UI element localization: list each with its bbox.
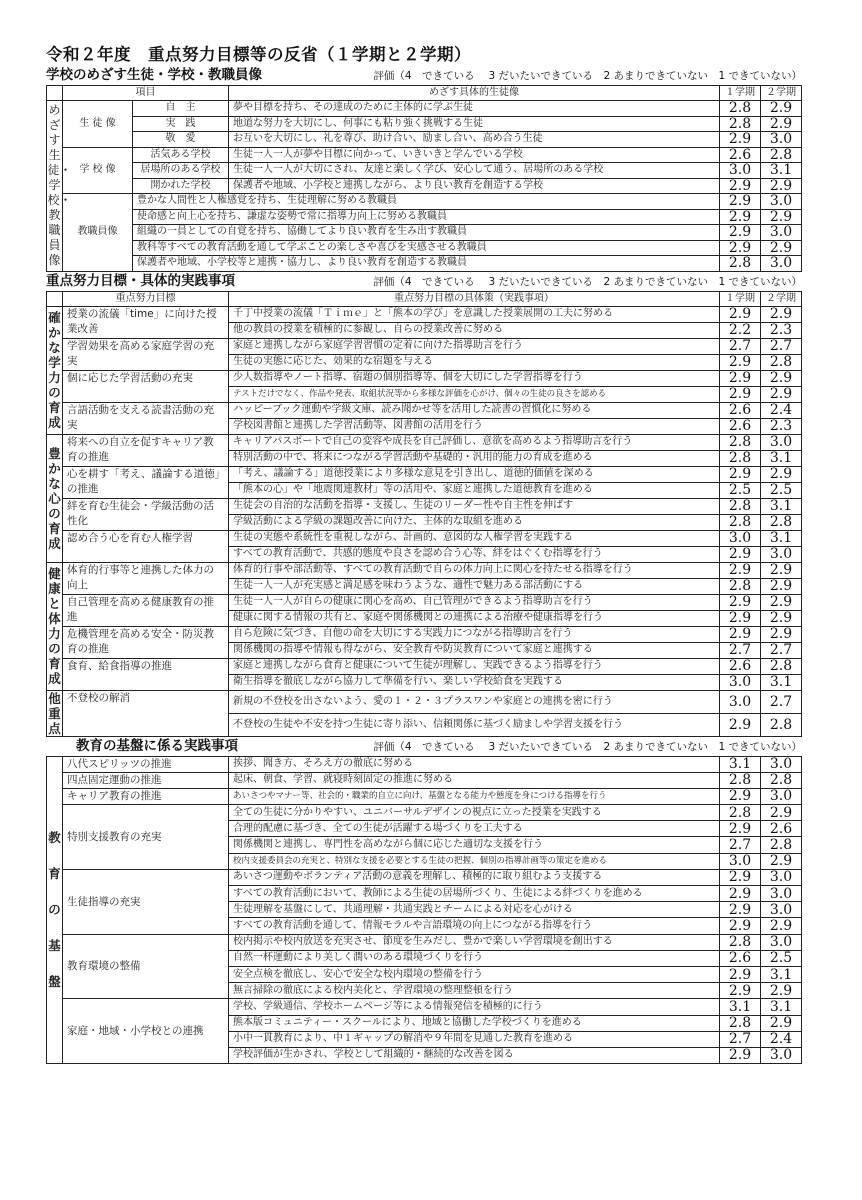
header-blank (47, 291, 63, 306)
description: 保護者や地域、小学校と連携しながら、より良い教育を創造する学校 (229, 178, 720, 194)
term2-score: 2.4 (761, 402, 802, 418)
term2-score: 3.0 (761, 1047, 802, 1063)
header-goal: 重点努力目標 (63, 291, 229, 306)
rating-legend: 評価（4 できている 3 だいたいできている 2 あまりできていない 1 できていない） (373, 740, 802, 753)
category-label-text: 他重点 (48, 690, 61, 736)
term1-score: 2.8 (720, 450, 761, 466)
sub-item: 居場所のある学校 (133, 163, 229, 179)
table-row (47, 626, 802, 642)
measure: 学校図書館と連携した学習活動等、図書館の活用を行う (229, 418, 720, 434)
table-row (47, 116, 802, 132)
header-term2: ２学期 (761, 291, 802, 306)
page-title: 令和２年度 重点努力目標等の反省（１学期と２学期） (46, 45, 471, 64)
category-label (47, 562, 63, 690)
term2-score: 2.7 (761, 338, 802, 354)
measure: 熊本版コミュニティー・スクールにより、地域と協働した学校づくりを進める (229, 1015, 720, 1031)
sub-item: 活気ある学校 (133, 147, 229, 163)
header-term1: １学期 (720, 86, 761, 101)
term2-score: 2.3 (761, 418, 802, 434)
term1-score: 2.6 (720, 402, 761, 418)
table-row (47, 530, 802, 546)
description: 使命感と向上心を持ち、謙虚な姿勢で常に指導力向上に努める教職員 (133, 209, 720, 225)
description: 生徒一人一人が夢や目標に向かって、いきいきと学んでいる学校 (229, 147, 720, 163)
measure: すべての教育活動で、共感的態度や良さを認め合う心等、絆をはぐくむ指導を行う (229, 546, 720, 562)
term2-score: 3.0 (761, 132, 802, 148)
goal-label: 個に応じた学習活動の充実 (63, 370, 229, 402)
term2-score: 3.1 (761, 163, 802, 179)
measure: 生徒一人一人が自らの健康に関心を高め、自己管理ができるよう指導助言を行う (229, 594, 720, 610)
term1-score: 2.9 (720, 386, 761, 402)
term2-score: 2.9 (761, 853, 802, 869)
term2-score: 2.8 (761, 772, 802, 788)
section1-header (46, 66, 802, 85)
term2-score: 3.1 (761, 966, 802, 982)
goal-label: 教育環境の整備 (63, 934, 229, 999)
term2-score: 2.8 (761, 514, 802, 530)
category-label-text: 確かな学力の育成 (48, 310, 61, 430)
term1-score: 2.9 (720, 225, 761, 241)
table-row (47, 690, 802, 713)
term1-score: 2.9 (720, 918, 761, 934)
term1-score: 2.8 (720, 101, 761, 117)
term2-score: 3.0 (761, 256, 802, 272)
goal-label: 学習効果を高める家庭学習の充実 (63, 338, 229, 370)
measure: 少人数指導やノート指導、宿題の個別指導等、個を大切にした学習指導を行う (229, 370, 720, 386)
table-row (47, 101, 802, 117)
table-row (47, 434, 802, 450)
section3-table (46, 756, 802, 1065)
group-label: 教職員像 (63, 194, 133, 272)
header-desc: 重点努力目標の具体策（実践事項） (229, 291, 720, 306)
measure: 関係機関と連携し、専門性を高めながら個に応じた適切な支援を行う (229, 837, 720, 853)
term2-score: 2.5 (761, 950, 802, 966)
term1-score: 3.1 (720, 999, 761, 1015)
table-row (47, 338, 802, 354)
measure: テストだけでなく、作品や発表、取組状況等から多様な評価を心がけ、個々の生徒の良さを認める (229, 386, 720, 402)
term2-score: 3.0 (761, 546, 802, 562)
term2-score: 2.8 (761, 354, 802, 370)
term1-score: 3.0 (720, 853, 761, 869)
term2-score: 2.7 (761, 642, 802, 658)
term1-score: 2.9 (720, 966, 761, 982)
term1-score: 2.9 (720, 713, 761, 736)
term1-score: 2.8 (720, 498, 761, 514)
term2-score: 2.9 (761, 594, 802, 610)
term1-score: 2.9 (720, 1047, 761, 1063)
rating-legend: 評価（4 できている 3 だいたいできている 2 あまりできていない 1 できていない） (373, 275, 802, 288)
term2-score: 3.0 (761, 902, 802, 918)
measure: あいさつ運動やボランティア活動の意義を理解し、積極的に取り組むよう支援する (229, 869, 720, 885)
category-label-text: 健康と体力の育成 (48, 566, 61, 686)
header-desc: めざす具体的生徒像 (229, 86, 720, 101)
measure: 不登校の生徒や不安を持つ生徒に寄り添い、信頼関係に基づく励ましや学習支援を行う (229, 713, 720, 736)
goal-label: 授業の流儀「time」に向けた授業改善 (63, 306, 229, 338)
measure: 生徒理解を基盤にして、共通理解・共通実践とチームによる対応を心がける (229, 902, 720, 918)
measure: 特別活動の中で、将来につながる学習活動や基礎的・汎用的能力の育成を進める (229, 450, 720, 466)
section3-header (46, 737, 802, 756)
term2-score: 3.1 (761, 999, 802, 1015)
goal-label: 心を耕す「考え、議論する道徳」の推進 (63, 466, 229, 498)
table-row (47, 306, 802, 322)
goal-label: キャリア教育の推進 (63, 788, 229, 804)
term1-score: 2.7 (720, 1031, 761, 1047)
measure: 学校評価が生かされ、学校として組織的・継続的な改善を図る (229, 1047, 720, 1063)
header-item: 項目 (63, 86, 229, 101)
description: お互いを大切にし、礼を尊び、助け合い、励まし合い、高め合う生徒 (229, 132, 720, 148)
term2-score: 3.1 (761, 498, 802, 514)
sub-item: 自 主 (133, 101, 229, 117)
section1-table (46, 85, 802, 272)
term1-score: 2.8 (720, 772, 761, 788)
goal-label: 八代スピリッツの推進 (63, 756, 229, 772)
term2-score: 3.0 (761, 756, 802, 772)
term2-score: 2.9 (761, 918, 802, 934)
table-row (47, 805, 802, 821)
term1-score: 2.9 (720, 821, 761, 837)
term2-score: 2.9 (761, 370, 802, 386)
category-label (47, 306, 63, 434)
term2-score: 2.9 (761, 610, 802, 626)
group-label: 生 徒 像 (63, 101, 133, 148)
category-label-text: 教育の基盤 (48, 829, 61, 989)
section2-heading: 重点努力目標・具体的実践事項 (46, 272, 235, 289)
table-row (47, 772, 802, 788)
term2-score: 2.7 (761, 690, 802, 713)
measure: 衛生指導を徹底しながら協力して準備を行い、楽しい学校給食を実践する (229, 674, 720, 690)
measure: 「考え、議論する」道徳授業により多様な意見を引き出し、道徳的価値を深める (229, 466, 720, 482)
measure: 千丁中授業の流儀「Ｔｉｍｅ」と「熊本の学び」を意識した授業展開の工夫に努める (229, 306, 720, 322)
rating-legend: 評価（4 できている 3 だいたいできている 2 あまりできていない 1 できていない） (373, 70, 802, 82)
measure: 生徒の実態や系統性を重視しながら、計画的、意図的な人権学習を実践する (229, 530, 720, 546)
term2-score: 2.8 (761, 837, 802, 853)
table-row (47, 256, 802, 272)
measure: 自然一杯運動により美しく潤いのある環境づくりを行う (229, 950, 720, 966)
term2-score: 2.5 (761, 482, 802, 498)
term2-score: 2.9 (761, 983, 802, 999)
table-row (47, 194, 802, 210)
measure: 生徒会の自治的な活動を指導・支援し、生徒のリーダー性や自主性を伸ばす (229, 498, 720, 514)
term1-score: 2.9 (720, 902, 761, 918)
goal-label: 不登校の解消 (63, 690, 229, 736)
table-row (47, 466, 802, 482)
table-row (47, 756, 802, 772)
table-row (47, 240, 802, 256)
goal-label: 認め合う心を育む人権学習 (63, 530, 229, 562)
table-row (47, 370, 802, 386)
measure: あいさつやマナー等、社会的・職業的自立に向け、基盤となる能力や態度を身につける指導を行う (229, 788, 720, 804)
table-row (47, 869, 802, 885)
goal-label: 家庭・地域・小学校との連携 (63, 999, 229, 1064)
term1-score: 2.9 (720, 869, 761, 885)
goal-label: 絆を育む生徒会・学級活動の活性化 (63, 498, 229, 530)
term2-score: 2.8 (761, 658, 802, 674)
measure: 挨拶、聞き方、そろえ方の徹底に努める (229, 756, 720, 772)
term2-score: 2.9 (761, 240, 802, 256)
term2-score: 3.0 (761, 194, 802, 210)
term2-score: 2.9 (761, 466, 802, 482)
table-row (47, 209, 802, 225)
category-label-text: めざす生徒・学校・教職員像 (47, 103, 72, 268)
sub-item: 開かれた学校 (133, 178, 229, 194)
term1-score: 2.9 (720, 788, 761, 804)
table-row (47, 402, 802, 418)
measure: 校内支援委員会の充実と、特別な支援を必要とする生徒の把握、個別の指導計画等の策定を進める (229, 853, 720, 869)
measure: 他の教員の授業を積極的に参観し、自らの授業改善に努める (229, 322, 720, 338)
description: 保護者や地域、小学校等と連携・協力し、より良い教育を創造する教職員 (133, 256, 720, 272)
measure: 家庭と連携しながら食育と健康について生徒が理解し、実践できるよう指導を行う (229, 658, 720, 674)
term1-score: 3.0 (720, 530, 761, 546)
term1-score: 2.7 (720, 642, 761, 658)
term1-score: 2.9 (720, 562, 761, 578)
term2-score: 3.0 (761, 869, 802, 885)
term1-score: 2.9 (720, 354, 761, 370)
term1-score: 3.0 (720, 690, 761, 713)
measure: 生徒の実態に応じた、効果的な宿題を与える (229, 354, 720, 370)
term1-score: 2.9 (720, 132, 761, 148)
measure: 安全点検を徹底し、安心で安全な校内環境の整備を行う (229, 966, 720, 982)
term2-score: 2.9 (761, 562, 802, 578)
term1-score: 2.9 (720, 370, 761, 386)
table-row (47, 163, 802, 179)
measure: 関係機関の指導や情報も得ながら、安全教育や防災教育について家庭と連携する (229, 642, 720, 658)
term2-score: 2.3 (761, 322, 802, 338)
term1-score: 3.1 (720, 756, 761, 772)
header-term1: １学期 (720, 291, 761, 306)
measure: 自ら危険に気づき、自他の命を大切にする実践力につながる指導助言を行う (229, 626, 720, 642)
goal-label: 四点固定運動の推進 (63, 772, 229, 788)
section3-heading: 教育の基盤に係る実践事項 (76, 737, 238, 754)
term1-score: 3.0 (720, 163, 761, 179)
measure: すべての教育活動において、教師による生徒の居場所づくり、生徒による絆づくりを進める (229, 886, 720, 902)
term1-score: 2.7 (720, 338, 761, 354)
term2-score: 2.9 (761, 386, 802, 402)
term2-score: 2.9 (761, 178, 802, 194)
term1-score: 2.9 (720, 178, 761, 194)
description: 夢や目標を持ち、その達成のために主体的に学ぶ生徒 (229, 101, 720, 117)
term2-score: 3.1 (761, 450, 802, 466)
term2-score: 3.0 (761, 934, 802, 950)
description: 豊かな人間性と人権感覚を持ち、生徒理解に努める教職員 (133, 194, 720, 210)
goal-label: 体育的行事等と連携した体力の向上 (63, 562, 229, 594)
term2-score: 2.9 (761, 116, 802, 132)
table-row (47, 658, 802, 674)
measure: 校内掲示や校内放送を充実させ、節度を生みだし、豊かで楽しい学習環境を創出する (229, 934, 720, 950)
term1-score: 2.8 (720, 578, 761, 594)
description: 生徒一人一人が大切にされ、友達と楽しく学び、安心して通う、居場所のある学校 (229, 163, 720, 179)
term1-score: 2.6 (720, 147, 761, 163)
term2-score: 3.1 (761, 674, 802, 690)
term1-score: 2.8 (720, 805, 761, 821)
description: 組織の一員としての自覚を持ち、協働してより良い教育を生み出す教職員 (133, 225, 720, 241)
term1-score: 2.8 (720, 256, 761, 272)
table-row (47, 147, 802, 163)
measure: すべての教育活動を通して、情報モラルや言語環境の向上につながる指導を行う (229, 918, 720, 934)
term2-score: 2.9 (761, 626, 802, 642)
category-label (47, 690, 63, 736)
table-row (47, 562, 802, 578)
term1-score: 2.9 (720, 983, 761, 999)
term1-score: 2.7 (720, 837, 761, 853)
term1-score: 2.9 (720, 240, 761, 256)
description: 地道な努力を大切にし、何事にも粘り強く挑戦する生徒 (229, 116, 720, 132)
term1-score: 2.8 (720, 514, 761, 530)
measure: 無言掃除の徹底による校内美化と、学習環境の整理整頓を行う (229, 983, 720, 999)
measure: 小中一貫教育により、中１ギャップの解消や９年間を見通した教育を進める (229, 1031, 720, 1047)
term1-score: 2.9 (720, 546, 761, 562)
term2-score: 2.6 (761, 821, 802, 837)
table-row (47, 788, 802, 804)
term2-score: 2.9 (761, 805, 802, 821)
header-blank (47, 86, 63, 101)
category-label (47, 101, 72, 272)
term1-score: 2.6 (720, 418, 761, 434)
category-label (47, 756, 63, 1064)
goal-label: 生徒指導の充実 (63, 869, 229, 934)
report-page (46, 44, 802, 1064)
term1-score: 2.9 (720, 610, 761, 626)
measure: 家庭と連携しながら家庭学習習慣の定着に向けた指導助言を行う (229, 338, 720, 354)
header-row (47, 86, 802, 101)
goal-label: 言語活動を支える読書活動の充実 (63, 402, 229, 434)
term2-score: 2.9 (761, 306, 802, 322)
term1-score: 2.5 (720, 482, 761, 498)
term2-score: 2.8 (761, 147, 802, 163)
description: 教科等すべての教育活動を通して学ぶことの楽しさや喜びを実感させる教職員 (133, 240, 720, 256)
header-row (47, 291, 802, 306)
goal-label: 危機管理を高める安全・防災教育の推進 (63, 626, 229, 658)
table-row (47, 934, 802, 950)
measure: 体育的行事や部活動等、すべての教育活動で自らの体力向上に関心を持たせる指導を行う (229, 562, 720, 578)
measure: 健康に関する情報の共有と、家庭や関係機関との連携による治療や健康指導を行う (229, 610, 720, 626)
goal-label: 特別支援教育の充実 (63, 805, 229, 870)
sub-item: 実 践 (133, 116, 229, 132)
category-label-text: 豊かな心の育成 (48, 445, 61, 551)
measure: 新規の不登校を出さないよう、愛の１・２・３プラスワンや家庭との連携を密に行う (229, 690, 720, 713)
table-row (47, 225, 802, 241)
measure: 全ての生徒に分かりやすい、ユニバーサルデザインの視点に立った授業を実践する (229, 805, 720, 821)
goal-label: 将来への自立を促すキャリア教育の推進 (63, 434, 229, 466)
table-row (47, 178, 802, 194)
term2-score: 2.9 (761, 209, 802, 225)
term1-score: 2.8 (720, 934, 761, 950)
term2-score: 3.0 (761, 886, 802, 902)
section2-header (46, 272, 802, 291)
section1-heading: 学校のめざす生徒・学校・教職員像 (46, 67, 262, 83)
goal-label: 食育、給食指導の推進 (63, 658, 229, 690)
term1-score: 2.2 (720, 322, 761, 338)
header-term2: ２学期 (761, 86, 802, 101)
term1-score: 2.8 (720, 116, 761, 132)
measure: 生徒一人一人が充実感と満足感を味わうような、適性で魅力ある部活動にする (229, 578, 720, 594)
term2-score: 3.0 (761, 225, 802, 241)
measure: 起床、朝食、学習、就寝時刻固定の推進に努める (229, 772, 720, 788)
term2-score: 2.8 (761, 713, 802, 736)
measure: 「熊本の心」や「地震関連教材」等の活用や、家庭と連携した道徳教育を進める (229, 482, 720, 498)
term2-score: 2.9 (761, 101, 802, 117)
term1-score: 2.9 (720, 466, 761, 482)
measure: ハッピーブック運動や学級文庫、読み聞かせ等を活用した読書の習慣化に努める (229, 402, 720, 418)
table-row (47, 594, 802, 610)
term2-score: 2.4 (761, 1031, 802, 1047)
term1-score: 2.9 (720, 626, 761, 642)
measure: キャリアパスポートで自己の変容や成長を自己評価し、意欲を高めるよう指導助言を行う (229, 434, 720, 450)
term1-score: 2.9 (720, 594, 761, 610)
term2-score: 3.1 (761, 530, 802, 546)
category-label (47, 434, 63, 562)
term2-score: 2.9 (761, 578, 802, 594)
term1-score: 2.8 (720, 434, 761, 450)
section2-table (46, 291, 802, 737)
goal-label: 自己管理を高める健康教育の推進 (63, 594, 229, 626)
table-row (47, 132, 802, 148)
term1-score: 2.9 (720, 886, 761, 902)
term1-score: 3.0 (720, 674, 761, 690)
sub-item: 敬 愛 (133, 132, 229, 148)
measure: 学級活動による学級の課題改善に向けた、主体的な取組を進める (229, 514, 720, 530)
measure: 合理的配慮に基づき、全ての生徒が活躍する場づくりを工夫する (229, 821, 720, 837)
term2-score: 3.0 (761, 434, 802, 450)
group-label: 学 校 像 (63, 147, 133, 194)
term1-score: 2.6 (720, 658, 761, 674)
table-row (47, 999, 802, 1015)
term1-score: 2.9 (720, 209, 761, 225)
table-row (47, 498, 802, 514)
term2-score: 2.9 (761, 1015, 802, 1031)
term2-score: 3.0 (761, 788, 802, 804)
measure: 学校、学級通信、学校ホームページ等による情報発信を積極的に行う (229, 999, 720, 1015)
term1-score: 2.9 (720, 306, 761, 322)
term1-score: 2.9 (720, 194, 761, 210)
term1-score: 2.8 (720, 1015, 761, 1031)
term1-score: 2.6 (720, 950, 761, 966)
